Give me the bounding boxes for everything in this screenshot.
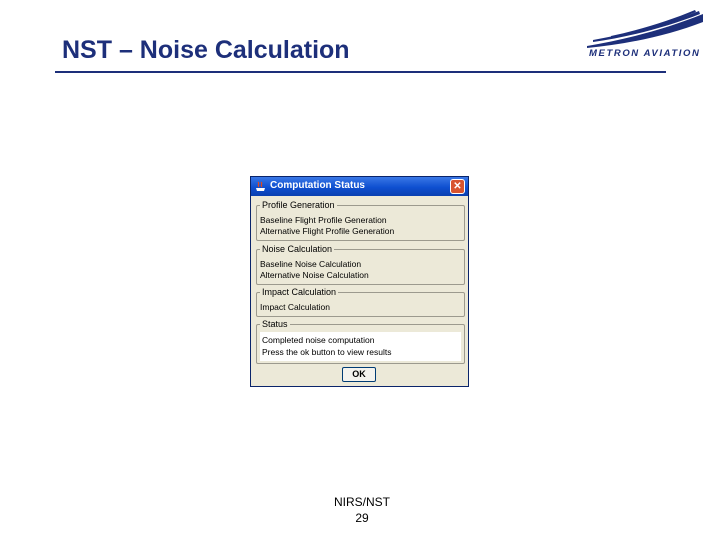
group-legend: Profile Generation (262, 200, 335, 210)
page-number: 29 (355, 511, 369, 525)
group-line: Baseline Flight Profile Generation (260, 215, 387, 225)
dialog-titlebar[interactable] (251, 177, 468, 196)
ok-button[interactable]: OK (342, 367, 376, 382)
dialog-title: Computation Status (270, 180, 365, 191)
java-app-icon (255, 181, 266, 192)
slide-footer (300, 494, 424, 526)
group-line: Alternative Noise Calculation (260, 270, 369, 280)
group-line: Baseline Noise Calculation (260, 259, 362, 269)
logo-text: METRON AVIATION (589, 48, 701, 59)
title-divider (55, 71, 666, 73)
group-line: Impact Calculation (260, 302, 330, 312)
footer-label: NIRS/NST (333, 495, 390, 509)
status-line: Press the ok button to view results (262, 347, 392, 357)
impact-calculation-group (256, 287, 465, 317)
noise-calculation-group (256, 244, 465, 285)
computation-status-dialog (250, 176, 469, 387)
group-legend: Noise Calculation (262, 244, 333, 254)
group-line: Alternative Flight Profile Generation (260, 226, 395, 236)
slide-title: NST – Noise Calculation (62, 36, 350, 64)
close-button[interactable] (450, 179, 465, 194)
close-icon: ✕ (453, 180, 462, 192)
status-group (256, 319, 465, 364)
metron-aviation-logo (583, 10, 705, 58)
profile-generation-group (256, 200, 465, 241)
group-legend: Status (262, 319, 288, 329)
status-line: Completed noise computation (262, 335, 375, 345)
status-text-area[interactable] (260, 332, 461, 361)
group-legend: Impact Calculation (262, 287, 337, 297)
